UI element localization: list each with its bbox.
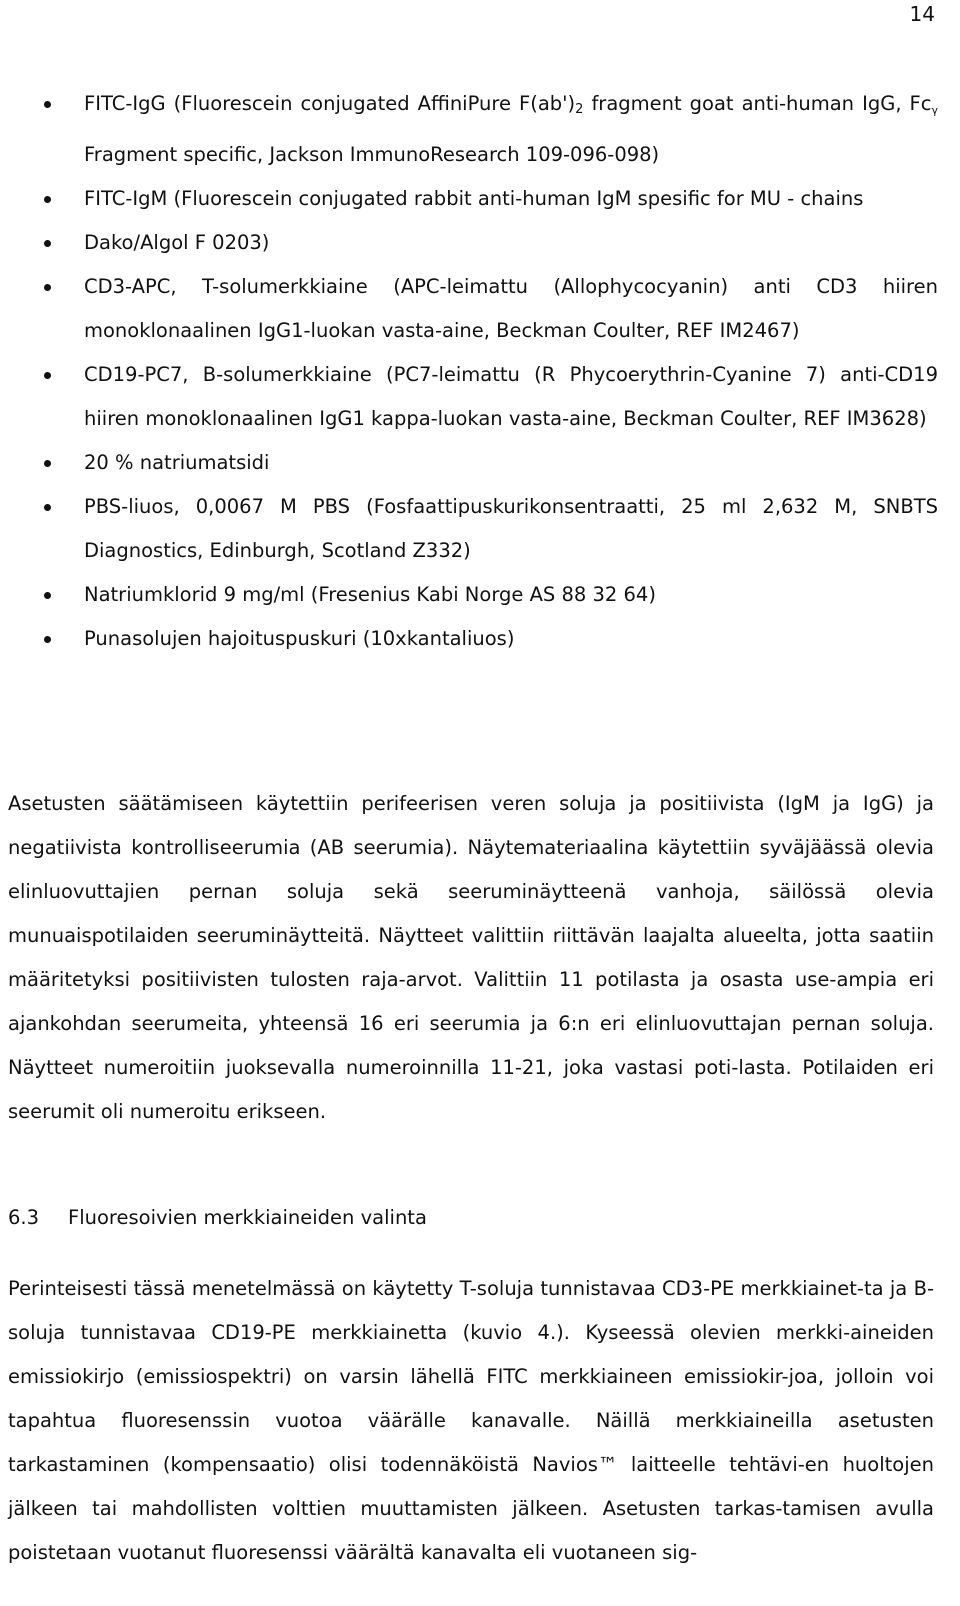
bullet-icon bbox=[44, 240, 51, 247]
bullet-icon bbox=[44, 504, 51, 511]
list-item bbox=[0, 441, 960, 485]
subscript: γ bbox=[931, 104, 938, 117]
bullet-icon bbox=[44, 636, 51, 643]
materials-list bbox=[0, 82, 960, 661]
list-item-text: Punasolujen hajoituspuskuri (10xkantaliuos) bbox=[84, 627, 515, 650]
subscript: 2 bbox=[575, 102, 584, 117]
list-item-text-part: fragment goat anti-human IgG, Fc bbox=[583, 92, 932, 115]
section-number: 6.3 bbox=[8, 1206, 40, 1229]
page-number: 14 bbox=[909, 2, 935, 26]
list-item-text: CD3-APC, T-solumerkkiaine (APC-leimattu (Allophycocyanin) anti CD3 hiiren monoklonaalinen IgG1-luokan vasta-aine, Beckman Coulter, REF IM2467) bbox=[84, 275, 938, 342]
bullet-icon bbox=[44, 460, 51, 467]
bullet-icon bbox=[44, 101, 51, 108]
list-item-text: 20 % natriumatsidi bbox=[84, 451, 270, 474]
bullet-icon bbox=[44, 196, 51, 203]
list-item-text: FITC-IgM (Fluorescein conjugated rabbit anti-human IgM spesific for MU - chains bbox=[84, 187, 864, 210]
list-item-text-part: Fragment specific, Jackson ImmunoResearch 109-096-098) bbox=[84, 143, 660, 166]
body-paragraph: Perinteisesti tässä menetelmässä on käytetty T-soluja tunnistavaa CD3-PE merkkiainet-ta ja B-soluja tunnistavaa CD19-PE merkkiainetta (kuvio 4.). Kyseessä olevien merkki-aineiden emissiokirjo (emissiospektri) on varsin lähellä FITC merkkiaineen emissiokir-joa, jolloin voi tapahtua fluoresenssin vuotoa väärälle kanavalle. Näillä merkkiaineilla asetusten tarkastaminen (kompensaatio) olisi todennäköistä Navios™ laitteelle tehtävi-en huoltojen jälkeen tai mahdollisten volttien muuttamisten jälkeen. Asetusten tarkas-tamisen avulla poistetaan vuotanut fluoresenssi väärältä kanavalta eli vuotaneen sig- bbox=[8, 1277, 934, 1564]
section-title: Fluoresoivien merkkiaineiden valinta bbox=[68, 1206, 427, 1229]
body-paragraph: Asetusten säätämiseen käytettiin perifeerisen veren soluja ja positiivista (IgM ja IgG) ja negatiivista kontrolliseerumia (AB seerumia). Näytemateriaalina käytettiin syväjäässä olevia elinluovuttajien pernan soluja sekä seeruminäytteenä vanhoja, säilössä olevia munuaispotilaiden seeruminäytteitä. Näytteet valittiin riittävän laajalta alueelta, jotta saatiin määritetyksi positiivisten tulosten raja-arvot. Valittiin 11 potilasta ja osasta use-ampia eri ajankohdan seerumeita, yhteensä 16 eri seerumia ja 6:n eri elinluovuttajan pernan soluja. Näytteet numeroitiin juoksevalla numeroinnilla 11-21, joka vastasi poti-lasta. Potilaiden eri seerumit oli numeroitu erikseen. bbox=[8, 792, 934, 1123]
list-item bbox=[0, 353, 960, 441]
bullet-icon bbox=[44, 284, 51, 291]
list-item bbox=[0, 265, 960, 353]
list-item bbox=[0, 82, 960, 177]
list-item bbox=[0, 485, 960, 573]
list-item bbox=[0, 177, 960, 221]
list-item bbox=[0, 221, 960, 265]
list-item bbox=[0, 617, 960, 661]
bullet-icon bbox=[44, 372, 51, 379]
list-item-text-part: FITC-IgG (Fluorescein conjugated AffiniPure F(ab') bbox=[84, 92, 576, 115]
list-item bbox=[0, 573, 960, 617]
bullet-icon bbox=[44, 592, 51, 599]
list-item-text: PBS-liuos, 0,0067 M PBS (Fosfaattipuskurikonsentraatti, 25 ml 2,632 M, SNBTS Diagnostics, Edinburgh, Scotland Z332) bbox=[84, 495, 938, 562]
list-item-text: CD19-PC7, B-solumerkkiaine (PC7-leimattu (R Phycoerythrin-Cyanine 7) anti-CD19 hiiren monoklonaalinen IgG1 kappa-luokan vasta-aine, Beckman Coulter, REF IM3628) bbox=[84, 363, 938, 430]
list-item-text: Natriumklorid 9 mg/ml (Fresenius Kabi Norge AS 88 32 64) bbox=[84, 583, 656, 606]
list-item-text: Dako/Algol F 0203) bbox=[84, 231, 270, 254]
section-heading bbox=[8, 1196, 427, 1240]
